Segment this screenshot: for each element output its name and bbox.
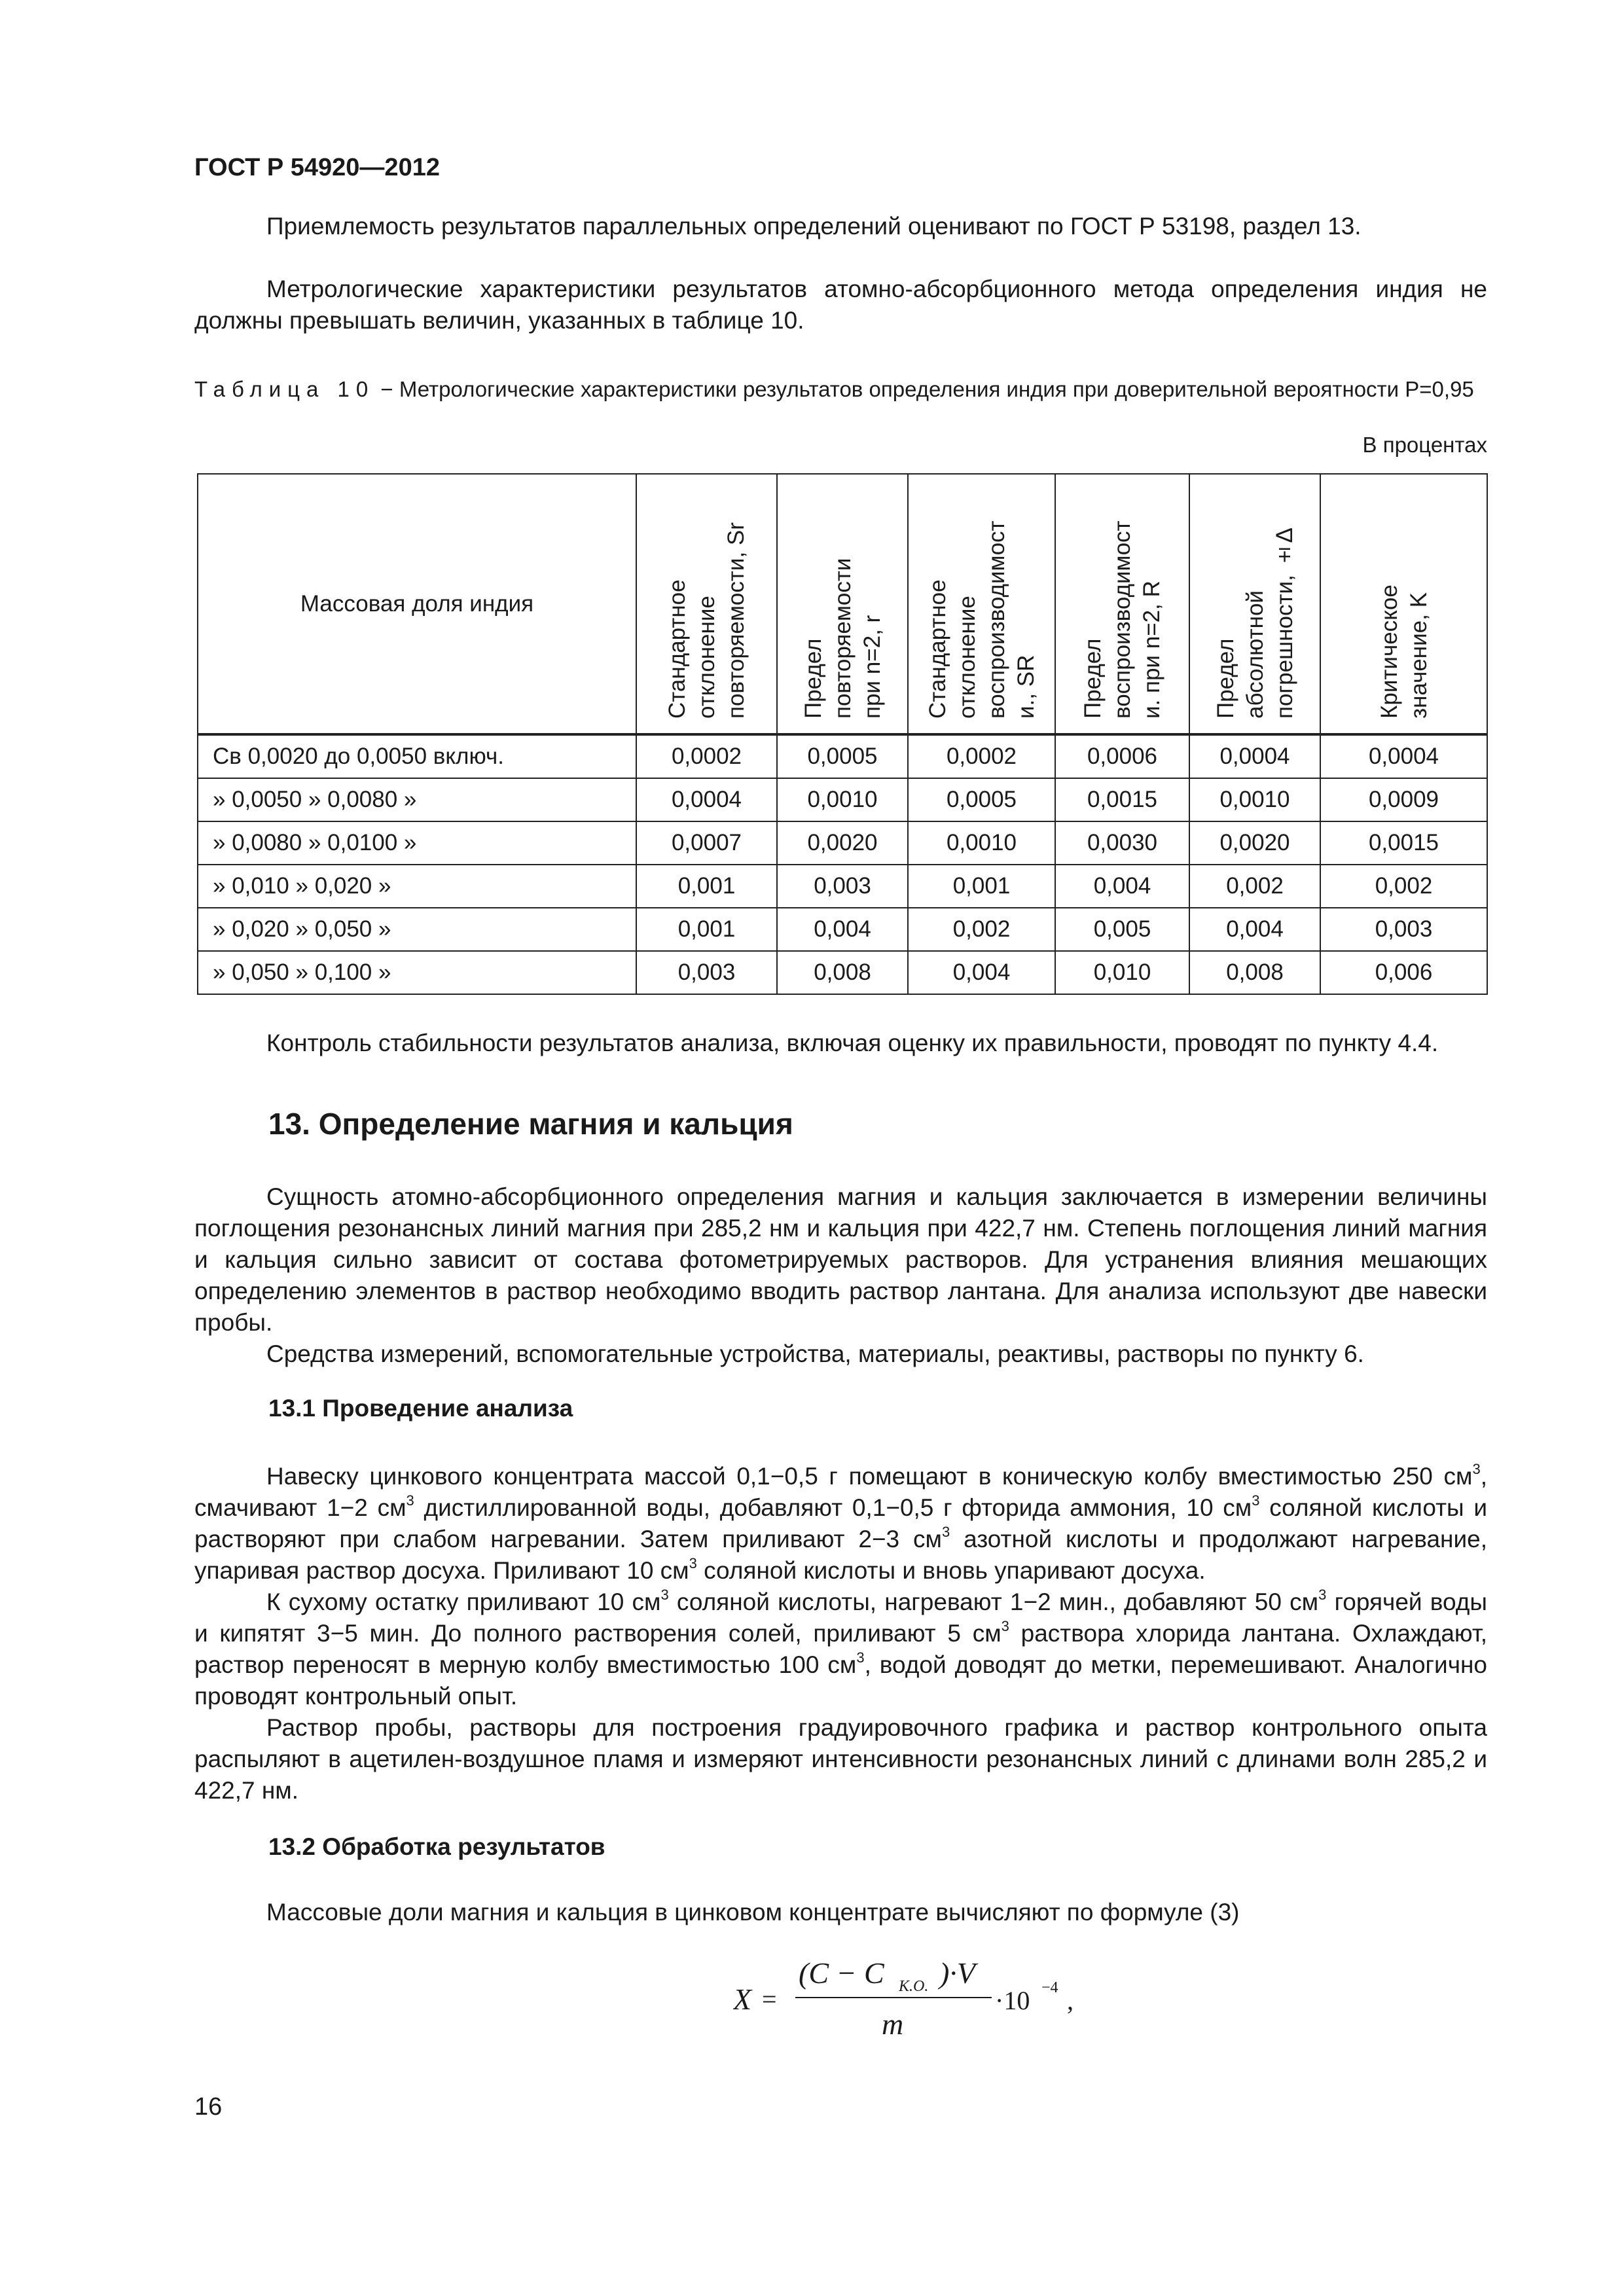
table-row bbox=[198, 951, 1487, 994]
cell-value: 0,003 bbox=[777, 865, 908, 908]
cell-value: 0,002 bbox=[1189, 865, 1320, 908]
formula-equals: = bbox=[762, 1984, 777, 2014]
cell-value: 0,0015 bbox=[1320, 821, 1487, 865]
cell-value: 0,0004 bbox=[1320, 734, 1487, 778]
cell-value: 0,0005 bbox=[777, 734, 908, 778]
cell-value: 0,005 bbox=[1055, 908, 1189, 951]
cell-value: 0,0004 bbox=[636, 778, 777, 821]
cell-value: 0,004 bbox=[908, 951, 1055, 994]
cell-value: 0,0005 bbox=[908, 778, 1055, 821]
header-text: Стандартное отклонение повторяемости, Sr bbox=[664, 522, 749, 719]
cell-range: » 0,020 » 0,050 » bbox=[198, 908, 636, 951]
formula-exponent: −4 bbox=[1041, 1979, 1058, 1996]
formula-numerator-tail: )·V bbox=[939, 1956, 975, 1990]
section-13-1-title: 13.1 Проведение анализа bbox=[268, 1395, 573, 1422]
header-text: Стандартное отклонение воспроизводимост и., SR bbox=[924, 520, 1039, 719]
header-text: Предел абсолютной погрешности, ±Δ bbox=[1212, 527, 1297, 719]
cell-value: 0,010 bbox=[1055, 951, 1189, 994]
table-row bbox=[198, 821, 1487, 865]
formula-denominator: m bbox=[882, 2007, 904, 2041]
header-reproducibility-limit bbox=[1055, 474, 1189, 734]
formula-3 bbox=[733, 1943, 1126, 2054]
cell-value: 0,0006 bbox=[1055, 734, 1189, 778]
intro-paragraph-2: Метрологические характеристики результатов атомно-абсорбционного метода определения индия не должны превышать величин, указанных в таблице 10. bbox=[194, 276, 1487, 334]
formula-lhs: X bbox=[733, 1982, 752, 2016]
table-caption bbox=[194, 375, 1487, 404]
section-13-1-paragraph-2: К сухому остатку приливают 10 $см^3$ соляной кислоты, нагревают 1−2 мин., добавляют 50 $см^3$ горячей воды и кипятят 3−5 мин. До полного растворения солей, приливают 5 $см^3$ раствора хлорида лантана. Охлаждают, раствор переносят в мерную колбу вместимостью 100 $см^3$, водой доводят до метки, перемешивают. Аналогично проводят контрольный опыт. bbox=[194, 1587, 1487, 1710]
cell-value: 0,0002 bbox=[636, 734, 777, 778]
table-caption-text: − Метрологические характеристики результатов определения индия при доверительной вероятности Р=0,95 bbox=[374, 377, 1474, 401]
header-mass-fraction: Массовая доля индия bbox=[198, 474, 636, 734]
section-13-1-paragraph-1: Навеску цинкового концентрата массой 0,1−0,5 г помещают в коническую колбу вместимостью 250 $см^3$, смачивают 1−2 $см^3$ дистиллированной воды, добавляют 0,1−0,5 г фторида аммония, 10 $см^3$ соляной кислоты и растворяют при слабом нагревании. Затем приливают 2−3 $см^3$ азотной кислоты и продолжают нагревание, упаривая раствор досуха. Приливают 10 $см^3$ соляной кислоты и вновь упаривают досуха. bbox=[194, 1461, 1488, 1584]
cell-value: 0,0020 bbox=[1189, 821, 1320, 865]
header-absolute-error bbox=[1189, 474, 1320, 734]
table-row bbox=[198, 908, 1487, 951]
cell-value: 0,003 bbox=[636, 951, 777, 994]
formula-subscript: K.O. bbox=[899, 1978, 929, 1995]
formula-factor: ·10 bbox=[995, 1986, 1030, 2015]
cell-value: 0,0010 bbox=[777, 778, 908, 821]
header-critical-value bbox=[1320, 474, 1487, 734]
cell-value: 0,004 bbox=[1055, 865, 1189, 908]
cell-value: 0,0002 bbox=[908, 734, 1055, 778]
cell-value: 0,004 bbox=[1189, 908, 1320, 951]
cell-value: 0,003 bbox=[1320, 908, 1487, 951]
header-repeatability-limit bbox=[777, 474, 908, 734]
table-header-row bbox=[198, 474, 1487, 734]
cell-value: 0,008 bbox=[777, 951, 908, 994]
formula-comma: , bbox=[1067, 1986, 1074, 2015]
header-repeatability-sd bbox=[636, 474, 777, 734]
cell-value: 0,001 bbox=[908, 865, 1055, 908]
cell-value: 0,002 bbox=[1320, 865, 1487, 908]
section-13-1-paragraph-3: Раствор пробы, растворы для построения градуировочного графика и раствор контрольного опыта распыляют в ацетилен-воздушное пламя и измеряют интенсивности резонансных линий с длинами волн 285,2 и 422,7 нм. bbox=[194, 1714, 1487, 1804]
after-table-paragraph: Контроль стабильности результатов анализа, включая оценку их правильности, проводят по пункту 4.4. bbox=[266, 1030, 1439, 1056]
page-number: 16 bbox=[194, 2093, 223, 2121]
table-units: В процентах bbox=[1362, 433, 1487, 457]
section-13-2-paragraph-1: Массовые доли магния и кальция в цинковом концентрате вычисляют по формуле (3) bbox=[266, 1899, 1240, 1926]
cell-value: 0,001 bbox=[636, 908, 777, 951]
header-text: Предел воспроизводимост и. при n=2, R bbox=[1080, 520, 1164, 719]
intro-paragraph-1: Приемлемость результатов параллельных определений оценивают по ГОСТ Р 53198, раздел 13. bbox=[266, 213, 1362, 240]
cell-range: » 0,0080 » 0,0100 » bbox=[198, 821, 636, 865]
cell-value: 0,0010 bbox=[1189, 778, 1320, 821]
header-reproducibility-sd bbox=[908, 474, 1055, 734]
formula-numerator: (C − C bbox=[799, 1956, 884, 1990]
cell-value: 0,008 bbox=[1189, 951, 1320, 994]
cell-range: » 0,010 » 0,020 » bbox=[198, 865, 636, 908]
cell-value: 0,0007 bbox=[636, 821, 777, 865]
cell-value: 0,0004 bbox=[1189, 734, 1320, 778]
cell-value: 0,006 bbox=[1320, 951, 1487, 994]
table-row bbox=[198, 734, 1487, 778]
cell-range: Св 0,0020 до 0,0050 включ. bbox=[198, 734, 636, 778]
metrology-table bbox=[197, 473, 1488, 995]
document-header: ГОСТ Р 54920—2012 bbox=[194, 154, 440, 181]
section-13-2-title: 13.2 Обработка результатов bbox=[268, 1833, 605, 1860]
cell-range: » 0,0050 » 0,0080 » bbox=[198, 778, 636, 821]
cell-value: 0,002 bbox=[908, 908, 1055, 951]
section-13-title: 13. Определение магния и кальция bbox=[268, 1107, 793, 1141]
cell-value: 0,0010 bbox=[908, 821, 1055, 865]
cell-value: 0,0020 bbox=[777, 821, 908, 865]
table-caption-label: Таблица 10 bbox=[194, 377, 375, 401]
cell-value: 0,004 bbox=[777, 908, 908, 951]
header-text: Предел повторяемости при n=2, r bbox=[800, 558, 885, 719]
section-13-paragraph-2: Средства измерений, вспомогательные устройства, материалы, реактивы, растворы по пункту 6. bbox=[266, 1340, 1364, 1367]
header-text: Критическое значение, K bbox=[1376, 584, 1432, 719]
cell-range: » 0,050 » 0,100 » bbox=[198, 951, 636, 994]
table-row bbox=[198, 865, 1487, 908]
cell-value: 0,0030 bbox=[1055, 821, 1189, 865]
table-row bbox=[198, 778, 1487, 821]
cell-value: 0,0015 bbox=[1055, 778, 1189, 821]
cell-value: 0,001 bbox=[636, 865, 777, 908]
cell-value: 0,0009 bbox=[1320, 778, 1487, 821]
section-13-paragraph-1: Сущность атомно-абсорбционного определения магния и кальция заключается в измерении величины поглощения резонансных линий магния при 285,2 нм и кальция при 422,7 нм. Степень поглощения линий магния и кальция сильно зависит от состава фотометрируемых растворов. Для устранения влияния мешающих определению элементов в раствор необходимо вводить раствор лантана. Для анализа используют две навески пробы. bbox=[194, 1183, 1487, 1336]
